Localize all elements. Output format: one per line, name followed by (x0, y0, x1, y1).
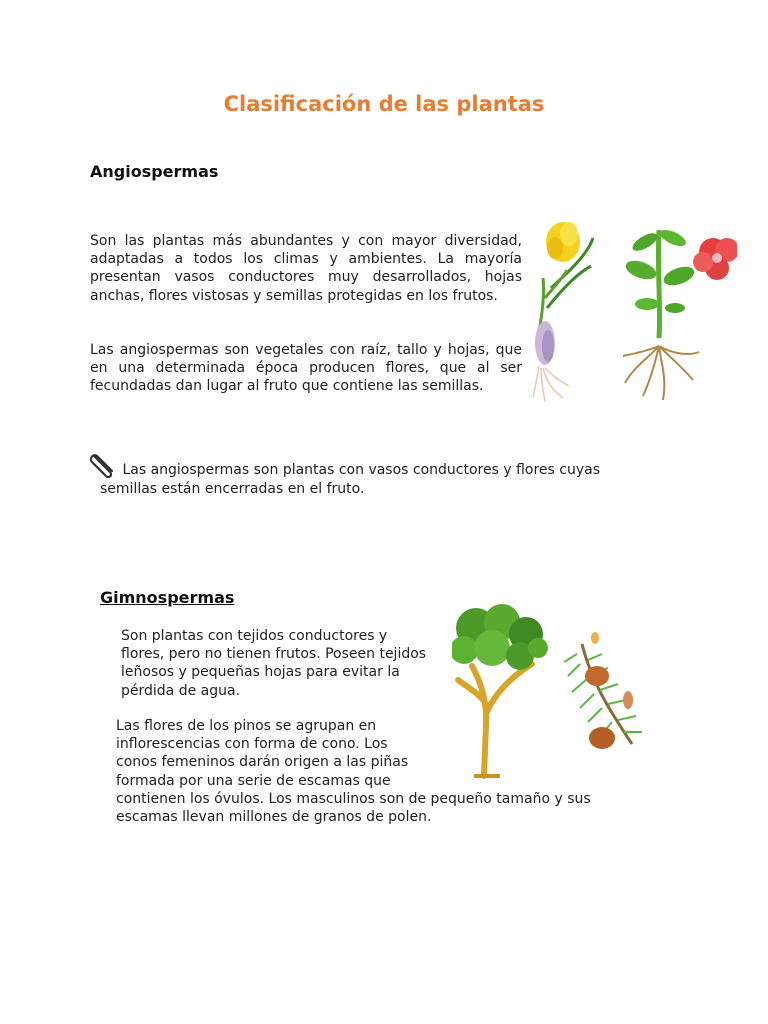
gimnospermas-paragraph-2 (116, 717, 456, 790)
flowering-plant-icon (623, 227, 737, 400)
gimnospermas-paragraph-2-tail (116, 790, 676, 826)
angiospermas-paragraph-1: Son las plantas más abundantes y con mayor diversidad, adaptadas a todos los climas y ambientes. La mayoría presentan vasos conductores muy desarrollados, hojas anchas, flores vistosas y semillas protegidas en los frutos. (90, 233, 522, 304)
gimnospermas-paragraph-1: Son plantas con tejidos conductores y flores, pero no tienen frutos. Poseen tejidos leñosos y pequeñas hojas para evitar la pérdida de agua. (121, 628, 427, 699)
section-heading-angiospermas: Angiospermas (90, 162, 219, 181)
paragraph-line: escamas llevan millones de granos de polen. (116, 809, 432, 826)
key-note (88, 450, 648, 499)
key-note-line-2: semillas están encerradas en el fruto. (100, 481, 365, 497)
paragraph-line: contienen los óvulos. Los masculinos son de pequeño tamaño y sus (116, 791, 591, 807)
angiosperm-plants-illustration (533, 218, 737, 406)
paragraph-line: conos femeninos darán origen a las piñas (116, 754, 409, 771)
paragraph-line: formada por una serie de escamas que (116, 772, 391, 789)
bulb-plant-icon (533, 222, 593, 402)
paragraph-line: inflorescencias con forma de cono. Los (116, 736, 388, 753)
page-title: Clasificación de las plantas (223, 92, 545, 116)
pine-branch-with-cones-icon (564, 632, 642, 749)
pine-tree-icon (452, 604, 548, 776)
gymnosperm-plants-illustration (452, 604, 662, 780)
section-heading-gimnospermas: Gimnospermas (100, 588, 235, 607)
angiospermas-paragraph-2: Las angiospermas son vegetales con raíz, tallo y hojas, que en una determinada época producen flores, que al ser fecundadas dan lugar al fruto que contiene las semillas. (90, 342, 522, 395)
paperclip-icon (88, 450, 118, 480)
paragraph-line: Las flores de los pinos se agrupan en (116, 718, 377, 734)
key-note-line-1: Las angiospermas son plantas con vasos conductores y flores cuyas (122, 462, 601, 478)
